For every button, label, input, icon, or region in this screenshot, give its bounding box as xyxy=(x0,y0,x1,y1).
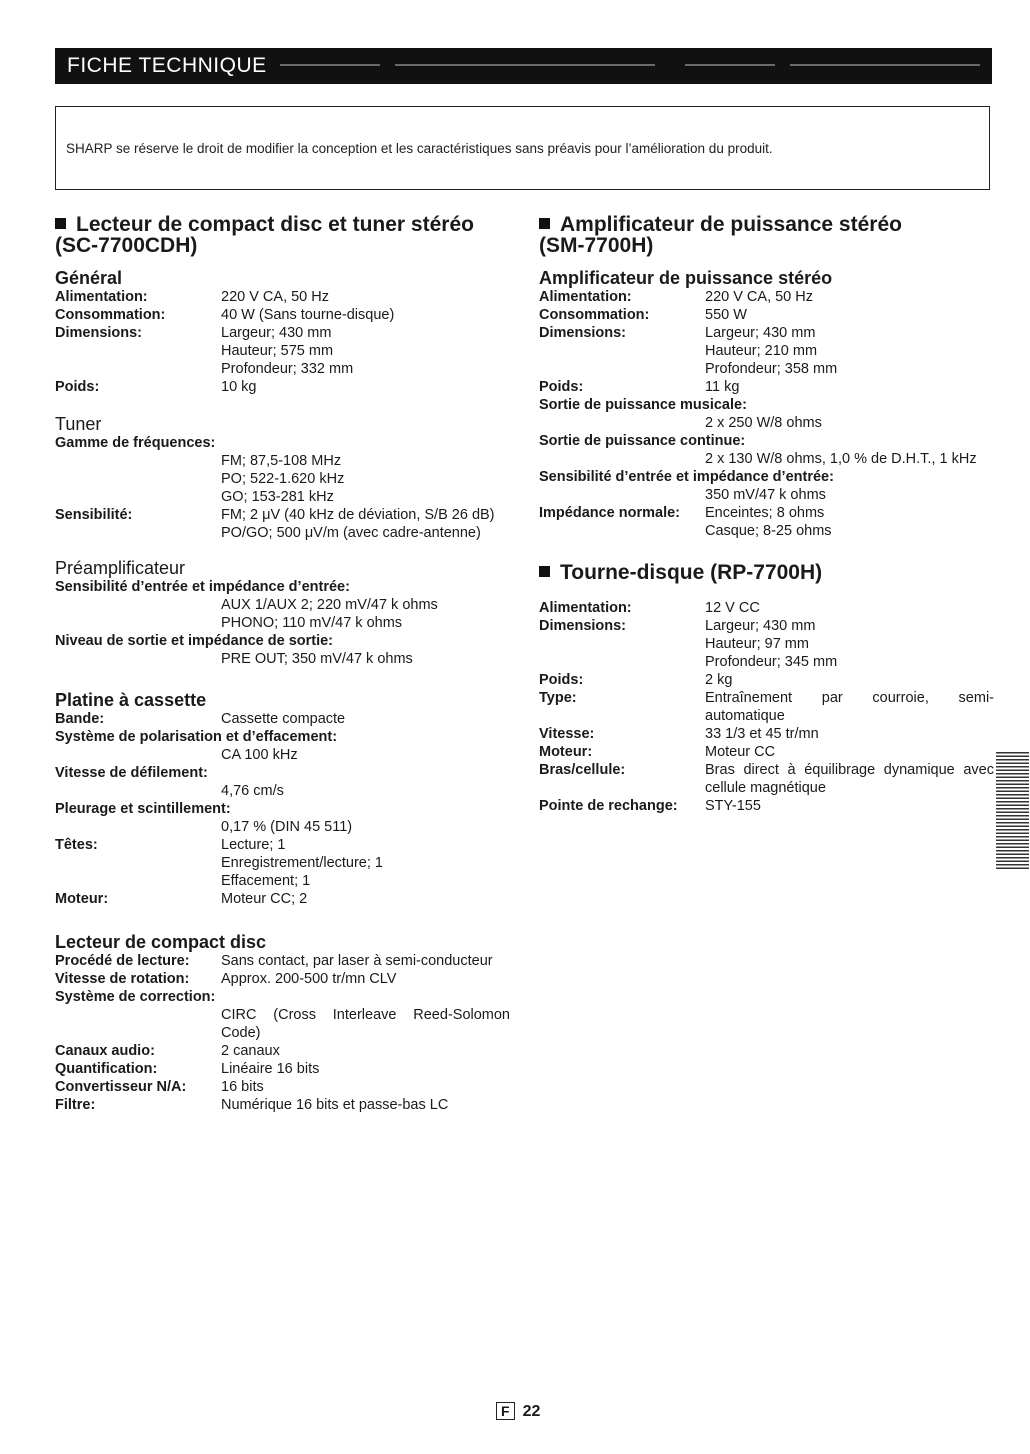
spec-value: 220 V CA, 50 Hz xyxy=(705,289,813,305)
banner-stripe xyxy=(395,64,655,66)
spec-value: Numérique 16 bits et passe-bas LC xyxy=(221,1097,449,1113)
spec-value: 10 kg xyxy=(221,379,257,395)
spec-label: Bras/cellule: xyxy=(539,762,626,778)
left-column xyxy=(55,214,510,1114)
heading-line2: (SM-7700H) xyxy=(539,234,654,257)
spec-value: Approx. 200-500 tr/mn CLV xyxy=(221,971,397,987)
banner-stripe xyxy=(685,64,775,66)
bullet-square-icon xyxy=(55,218,66,229)
spec-block-tuner xyxy=(55,434,510,542)
spec-value: 12 V CC xyxy=(705,600,760,616)
banner-stripe xyxy=(280,64,380,66)
spec-value: STY-155 xyxy=(705,798,761,814)
spec-label: Têtes: xyxy=(55,837,98,853)
spec-value: Profondeur; 332 mm xyxy=(221,361,354,377)
language-box: F xyxy=(496,1402,515,1420)
page-number: 22 xyxy=(522,1403,541,1420)
spec-value: Hauteur; 210 mm xyxy=(705,343,818,359)
heading-line1: Amplificateur de puissance stéréo xyxy=(560,213,902,236)
spec-block-amplifier xyxy=(539,288,994,540)
spec-label: Système de polarisation et d’effacement: xyxy=(55,729,338,745)
page-footer xyxy=(496,1402,540,1421)
heading-text: Tourne-disque (RP-7700H) xyxy=(560,561,823,584)
spec-label: Poids: xyxy=(55,379,100,395)
spec-value: FM; 2 μV (40 kHz de déviation, S/B 26 dB) xyxy=(221,507,495,523)
spec-label: Procédé de lecture: xyxy=(55,953,190,969)
spec-label: Moteur: xyxy=(539,744,593,760)
spec-value: Hauteur; 97 mm xyxy=(705,636,809,652)
spec-label: Impédance normale: xyxy=(539,505,681,521)
spec-label: Vitesse de défilement: xyxy=(55,765,208,781)
spec-label: Gamme de fréquences: xyxy=(55,435,216,451)
spec-block-general xyxy=(55,288,510,396)
heading-line1: Lecteur de compact disc et tuner stéréo xyxy=(76,213,474,236)
spec-label: Dimensions: xyxy=(539,325,627,341)
spec-value: Sans contact, par laser à semi-conducteur xyxy=(221,953,493,969)
section-heading-turntable xyxy=(539,562,994,583)
spec-value: 11 kg xyxy=(705,379,740,395)
spec-label: Dimensions: xyxy=(539,618,627,634)
spec-label: Dimensions: xyxy=(55,325,143,341)
spec-value: 0,17 % (DIN 45 511) xyxy=(221,819,353,835)
spec-label: Vitesse: xyxy=(539,726,595,742)
subheading-cd: Lecteur de compact disc xyxy=(55,932,267,952)
subheading-cassette: Platine à cassette xyxy=(55,690,207,710)
subheading-preamp: Préamplificateur xyxy=(55,558,186,578)
spec-value: Moteur CC xyxy=(705,744,776,760)
spec-label: Système de correction: xyxy=(55,989,216,1005)
spec-value: CIRC (Cross Interleave Reed-Solomon Code) xyxy=(221,1007,510,1041)
spec-block-cassette xyxy=(55,710,510,908)
notice-text: SHARP se réserve le droit de modifier la conception et les caractéristiques sans préavis pour l’amélioration du produit. xyxy=(66,141,773,156)
section-tab-marker xyxy=(996,752,1029,870)
spec-value: 33 1/3 et 45 tr/mn xyxy=(705,726,819,742)
spec-value: 2 kg xyxy=(705,672,733,688)
spec-value: 2 x 130 W/8 ohms, 1,0 % de D.H.T., 1 kHz xyxy=(705,451,977,467)
spec-label: Poids: xyxy=(539,672,584,688)
spec-value: Hauteur; 575 mm xyxy=(221,343,334,359)
spec-value: 4,76 cm/s xyxy=(221,783,284,799)
spec-label: Bande: xyxy=(55,711,105,727)
spec-label: Quantification: xyxy=(55,1061,158,1077)
spec-value: CA 100 kHz xyxy=(221,747,298,763)
bullet-square-icon xyxy=(539,218,550,229)
spec-label: Alimentation: xyxy=(55,289,148,305)
spec-value: Bras direct à équilibrage dynamique avec cellule magnétique xyxy=(705,762,994,796)
heading-line2: (SC-7700CDH) xyxy=(55,234,198,257)
spec-value: 40 W (Sans tourne-disque) xyxy=(221,307,395,323)
spec-value: Largeur; 430 mm xyxy=(221,325,332,341)
spec-value: AUX 1/AUX 2; 220 mV/47 k ohms xyxy=(221,597,438,613)
spec-value: PO; 522-1.620 kHz xyxy=(221,471,345,487)
spec-label: Consommation: xyxy=(539,307,650,323)
spec-label: Poids: xyxy=(539,379,584,395)
spec-value: Enceintes; 8 ohms xyxy=(705,505,825,521)
spec-value: 2 x 250 W/8 ohms xyxy=(705,415,822,431)
spec-label: Alimentation: xyxy=(539,600,632,616)
spec-value: Largeur; 430 mm xyxy=(705,618,816,634)
spec-label: Sensibilité d’entrée et impédance d’entrée: xyxy=(539,469,834,485)
subheading-general: Général xyxy=(55,268,123,288)
spec-value: 550 W xyxy=(705,307,747,323)
spec-label: Pleurage et scintillement: xyxy=(55,801,231,817)
spec-value: Moteur CC; 2 xyxy=(221,891,308,907)
spec-value: Largeur; 430 mm xyxy=(705,325,816,341)
section-heading-cd-tuner xyxy=(55,214,510,256)
banner-stripe xyxy=(790,64,980,66)
spec-block-turntable xyxy=(539,599,994,815)
spec-label: Sortie de puissance musicale: xyxy=(539,397,747,413)
spec-block-preamp xyxy=(55,578,510,668)
spec-value: Linéaire 16 bits xyxy=(221,1061,320,1077)
spec-value: Effacement; 1 xyxy=(221,873,311,889)
subheading-tuner: Tuner xyxy=(55,414,102,434)
spec-value: GO; 153-281 kHz xyxy=(221,489,334,505)
right-column xyxy=(539,214,994,815)
spec-value: Casque; 8-25 ohms xyxy=(705,523,832,539)
spec-value: Lecture; 1 xyxy=(221,837,286,853)
spec-label: Type: xyxy=(539,690,577,706)
section-heading-amplifier xyxy=(539,214,994,256)
spec-block-cd xyxy=(55,952,510,1114)
spec-value: Enregistrement/lecture; 1 xyxy=(221,855,383,871)
spec-label: Moteur: xyxy=(55,891,109,907)
title-banner xyxy=(55,48,992,84)
page-title: FICHE TECHNIQUE xyxy=(67,54,267,77)
spec-label: Niveau de sortie et impédance de sortie: xyxy=(55,633,334,649)
spec-value: PRE OUT; 350 mV/47 k ohms xyxy=(221,651,413,667)
bullet-square-icon xyxy=(539,566,550,577)
spec-label: Pointe de rechange: xyxy=(539,798,678,814)
spec-label: Canaux audio: xyxy=(55,1043,155,1059)
spec-value: Profondeur; 358 mm xyxy=(705,361,838,377)
subheading-amplifier: Amplificateur de puissance stéréo xyxy=(539,268,833,288)
spec-value: PO/GO; 500 μV/m (avec cadre-antenne) xyxy=(221,525,481,541)
spec-label: Sensibilité: xyxy=(55,507,133,523)
spec-label: Consommation: xyxy=(55,307,166,323)
notice-box xyxy=(55,106,990,190)
spec-label: Sortie de puissance continue: xyxy=(539,433,746,449)
spec-label: Sensibilité d’entrée et impédance d’entrée: xyxy=(55,579,350,595)
spec-value: PHONO; 110 mV/47 k ohms xyxy=(221,615,403,631)
spec-value: Profondeur; 345 mm xyxy=(705,654,838,670)
spec-label: Filtre: xyxy=(55,1097,96,1113)
spec-label: Alimentation: xyxy=(539,289,632,305)
spec-value: FM; 87,5-108 MHz xyxy=(221,453,342,469)
spec-value: 2 canaux xyxy=(221,1043,280,1059)
spec-value: 350 mV/47 k ohms xyxy=(705,487,826,503)
spec-value: Cassette compacte xyxy=(221,711,346,727)
spec-label: Convertisseur N/A: xyxy=(55,1079,187,1095)
spec-label: Vitesse de rotation: xyxy=(55,971,190,987)
spec-value: 220 V CA, 50 Hz xyxy=(221,289,329,305)
spec-value: Entraînement par courroie, semi-automatique xyxy=(705,690,994,724)
spec-value: 16 bits xyxy=(221,1079,264,1095)
